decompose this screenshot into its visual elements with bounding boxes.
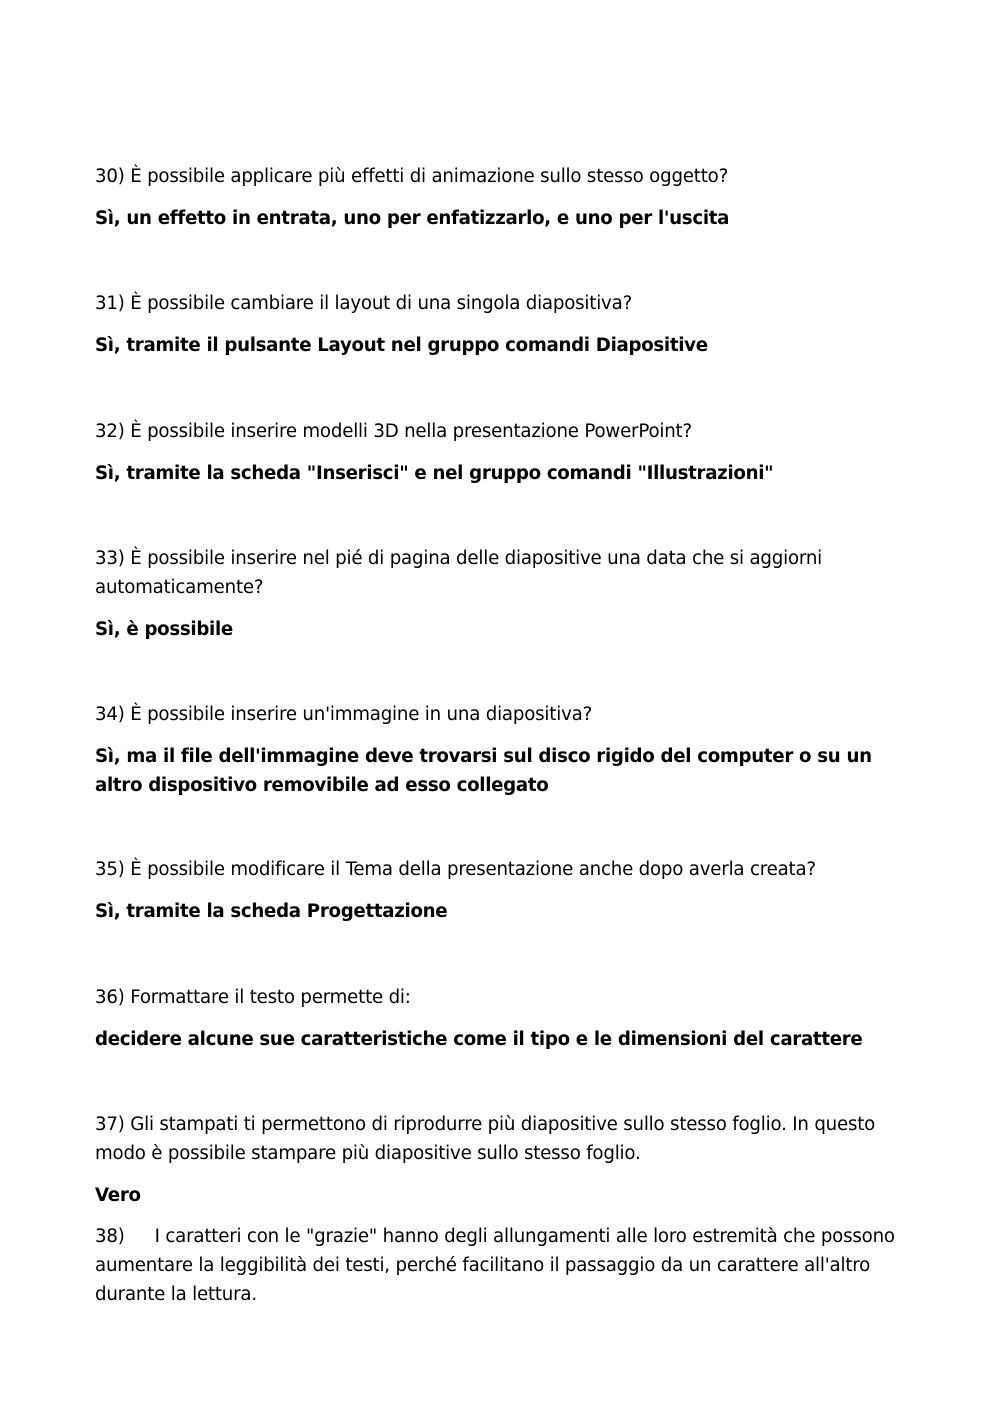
qa-item-34 [95, 700, 895, 800]
item-number-38: 38) [95, 1226, 125, 1247]
question-30: 30) È possibile applicare più effetti di animazione sullo stesso oggetto? [95, 166, 729, 187]
question-31: 31) È possibile cambiare il layout di una singola diapositiva? [95, 293, 633, 314]
answer-31: Sì, tramite il pulsante Layout nel gruppo comandi Diapositive [95, 335, 708, 356]
qa-item-30 [95, 162, 895, 233]
answer-34: Sì, ma il file dell'immagine deve trovarsi sul disco rigido del computer o su un altro dispositivo removibile ad esso collegato [95, 746, 872, 796]
qa-item-31 [95, 289, 895, 360]
answer-37: Vero [95, 1185, 141, 1206]
statement-38-text: I caratteri con le "grazie" hanno degli allungamenti alle loro estremità che possono aumentare la leggibilità dei testi, perché facilitano il passaggio da un carattere all'altro durante la lettura. [95, 1226, 895, 1305]
question-37: 37) Gli stampati ti permettono di riprodurre più diapositive sullo stesso foglio. In questo modo è possibile stampare più diapositive sullo stesso foglio. [95, 1114, 876, 1164]
qa-item-33 [95, 544, 895, 644]
qa-item-36 [95, 983, 895, 1054]
qa-item-32 [95, 417, 895, 488]
question-36: 36) Formattare il testo permette di: [95, 987, 411, 1008]
answer-35: Sì, tramite la scheda Progettazione [95, 901, 448, 922]
answer-32: Sì, tramite la scheda "Inserisci" e nel gruppo comandi "Illustrazioni" [95, 463, 774, 484]
question-33: 33) È possibile inserire nel pié di pagina delle diapositive una data che si aggiorni automaticamente? [95, 548, 823, 598]
question-35: 35) È possibile modificare il Tema della presentazione anche dopo averla creata? [95, 859, 816, 880]
qa-item-35 [95, 855, 895, 926]
answer-36: decidere alcune sue caratteristiche come il tipo e le dimensioni del carattere [95, 1029, 863, 1050]
question-32: 32) È possibile inserire modelli 3D nella presentazione PowerPoint? [95, 421, 692, 442]
qa-item-38 [95, 1222, 895, 1309]
answer-33: Sì, è possibile [95, 619, 233, 640]
question-34: 34) È possibile inserire un'immagine in una diapositiva? [95, 704, 593, 725]
qa-item-37 [95, 1110, 895, 1210]
statement-38 [95, 1222, 895, 1309]
answer-30: Sì, un effetto in entrata, uno per enfatizzarlo, e uno per l'uscita [95, 208, 730, 229]
